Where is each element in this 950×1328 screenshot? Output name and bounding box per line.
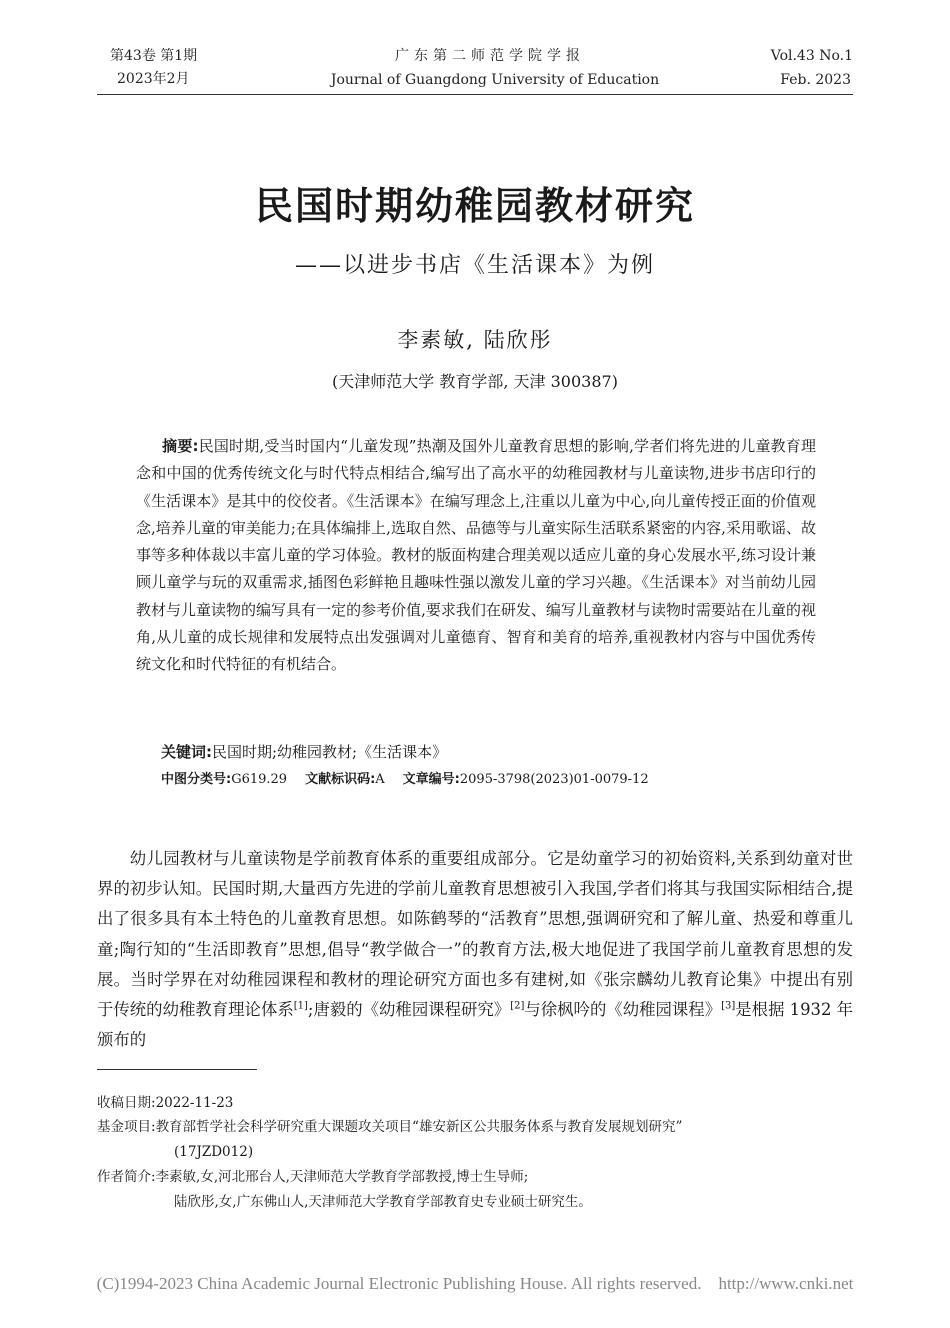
received-date: 2022-11-23 — [155, 1095, 234, 1111]
citation-1: [1] — [293, 1000, 308, 1012]
doc-code-label: 文献标识码: — [305, 772, 376, 787]
abstract — [136, 433, 816, 679]
received-label: 收稿日期: — [97, 1095, 156, 1111]
fund-label: 基金项目: — [97, 1119, 156, 1135]
classification — [161, 769, 649, 791]
article-subtitle: ——以进步书店《生活课本》为例 — [294, 253, 655, 278]
abstract-label: 摘要: — [162, 437, 199, 455]
header-rule — [97, 94, 853, 95]
footnote-fund — [97, 1115, 682, 1139]
author1-bio: 李素敏,女,河北邢台人,天津师范大学教育学部教授,博士生导师; — [155, 1169, 529, 1185]
body-paragraph — [97, 844, 853, 1055]
author2-bio: 陆欣彤,女,广东佛山人,天津师范大学教育学部教育史专业硕士研究生。 — [174, 1194, 592, 1210]
body-text-2: ;唐毅的《幼稚园课程研究》 — [307, 1000, 511, 1020]
keywords — [161, 740, 447, 764]
body-text-4: 是根据 1932 年颁布的 — [97, 1000, 854, 1050]
citation-2: [2] — [510, 1000, 525, 1012]
doc-code-value: A — [375, 772, 385, 787]
article-authors: 李素敏, 陆欣彤 — [397, 328, 553, 352]
citation-3: [3] — [721, 1000, 736, 1012]
body-text-1: 幼儿园教材与儿童读物是学前教育体系的重要组成部分。它是幼童学习的初始资料,关系到幼童对世界的初步认知。民国时期,大量西方先进的学前儿童教育思想被引入我国,学者们将其与我国实际相结合,提出了很多具有本土特色的儿童教育思想。如陈鹤琴的“活教育”思想,强调研究和了解儿童、热爱和尊重儿童;陶行知的“生活即教育”思想,倡导“教学做合一”的教育方法,极大地促进了我国学前儿童教育思想的发展。当时学界在对幼稚园课程和教材的理论研究方面也多有建树,如《张宗麟幼儿教育论集》中提出有别于传统的幼稚教育理论体系 — [97, 849, 853, 1020]
article-title: 民国时期幼稚园教材研究 — [254, 183, 695, 228]
footnote-author — [97, 1165, 528, 1189]
article-affiliation: (天津师范大学 教育学部, 天津 300387) — [332, 372, 618, 391]
footnote-rule — [97, 1069, 257, 1070]
header-date-cn: 2023年2月 — [117, 71, 190, 87]
article-number-value: 2095-3798(2023)01-0079-12 — [459, 772, 649, 787]
header-journal-cn: 广东第二师范学院学报 — [395, 48, 585, 64]
body-text-3: 与徐枫吟的《幼稚园课程》 — [524, 1000, 722, 1020]
abstract-text: 民国时期,受当时国内“儿童发现”热潮及国外儿童教育思想的影响,学者们将先进的儿童教育理念和中国的优秀传统文化与时代特点相结合,编写出了高水平的幼稚园教材与儿童读物,进步书店印行的《生活课本》是其中的佼佼者。《生活课本》在编写理念上,注重以儿童为中心,向儿童传授正面的价值观念,培养儿童的审美能力;在具体编排上,选取自然、品德等与儿童实际生活联系紧密的内容,采用歌谣、故事等多种体裁以丰富儿童的学习体验。教材的版面构建合理美观以适应儿童的身心发展水平,练习设计兼顾儿童学与玩的双重需求,插图色彩鲜艳且趣味性强以激发儿童的学习兴趣。《生活课本》对当前幼儿园教材与儿童读物的编写具有一定的参考价值,要求我们在研发、编写儿童教材与读物时需要站在儿童的视角,从儿童的成长规律和发展特点出发强调对儿童德育、智育和美育的培养,重视教材内容与中国优秀传统文化和时代特征的有机结合。 — [136, 437, 816, 674]
header-volume-en: Vol.43 No.1 — [770, 48, 853, 64]
author-label: 作者简介: — [97, 1169, 156, 1185]
clc-label: 中图分类号: — [161, 772, 232, 787]
article-number-label: 文章编号: — [402, 772, 460, 787]
header-date-en: Feb. 2023 — [780, 72, 851, 88]
fund-code: (17JZD012) — [174, 1144, 254, 1160]
header-volume: 第43卷 第1期 — [110, 48, 198, 64]
copyright-footer: (C)1994-2023 China Academic Journal Electronic Publishing House. All rights reserved. http://www.cnki.net — [96, 1274, 854, 1293]
fund-text: 教育部哲学社会科学研究重大课题攻关项目“雄安新区公共服务体系与教育发展规划研究” — [155, 1119, 683, 1135]
header-journal-en: Journal of Guangdong University of Education — [330, 72, 660, 88]
keywords-text: 民国时期;幼稚园教材;《生活课本》 — [212, 743, 448, 761]
keywords-label: 关键词: — [161, 743, 212, 761]
footnote-received — [97, 1091, 233, 1115]
clc-value: G619.29 — [231, 772, 288, 787]
